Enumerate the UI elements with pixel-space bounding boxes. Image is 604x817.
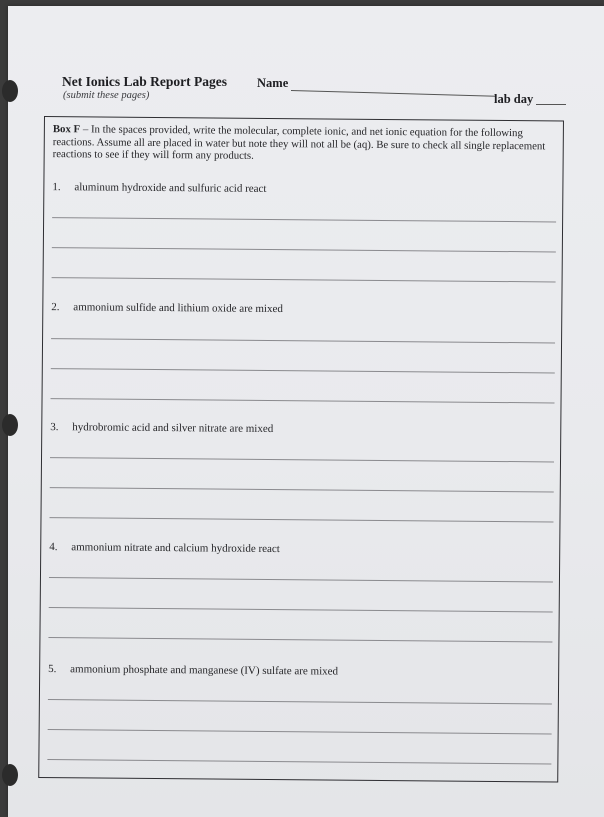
answer-line[interactable] <box>48 729 552 734</box>
question-5 <box>48 663 338 678</box>
answer-line[interactable] <box>50 487 554 492</box>
answer-line[interactable] <box>48 699 552 704</box>
answer-line[interactable] <box>47 759 551 764</box>
question-number: 5. <box>48 663 57 676</box>
box-f <box>38 116 564 783</box>
lab-day-field[interactable] <box>536 104 566 105</box>
page-title: Net Ionics Lab Report Pages <box>62 74 227 89</box>
name-label: Name <box>257 76 289 90</box>
worksheet-page <box>8 6 604 817</box>
question-text: hydrobromic acid and silver nitrate are mixed <box>72 421 274 436</box>
answer-line[interactable] <box>52 277 556 282</box>
answer-line[interactable] <box>49 577 553 582</box>
page-subtitle: (submit these pages) <box>63 90 150 101</box>
question-text: ammonium phosphate and manganese (IV) sulfate are mixed <box>70 663 339 678</box>
question-number: 1. <box>52 181 61 194</box>
question-text: ammonium sulfide and lithium oxide are mixed <box>73 301 283 316</box>
binder-hole <box>2 764 18 786</box>
question-3 <box>50 421 273 435</box>
box-instructions <box>53 123 559 165</box>
box-label: Box F <box>52 123 81 136</box>
answer-line[interactable] <box>51 338 555 343</box>
question-text: aluminum hydroxide and sulfuric acid react <box>74 181 267 195</box>
question-number: 3. <box>50 421 59 434</box>
question-4 <box>49 541 280 555</box>
answer-line[interactable] <box>52 247 556 252</box>
question-number: 2. <box>51 301 60 314</box>
answer-line[interactable] <box>51 398 555 403</box>
answer-line[interactable] <box>50 457 554 462</box>
question-2 <box>51 301 283 315</box>
answer-line[interactable] <box>49 517 553 522</box>
answer-line[interactable] <box>49 607 553 612</box>
answer-line[interactable] <box>51 368 555 373</box>
answer-line[interactable] <box>48 637 552 642</box>
answer-line[interactable] <box>52 217 556 222</box>
binder-hole <box>2 80 18 102</box>
binder-hole <box>2 414 18 436</box>
question-1 <box>52 181 266 195</box>
instructions-text: – In the spaces provided, write the molecular, complete ionic, and net ionic equation for the following reactions. Assume all are placed in water but note they will not all be (aq). Be sure to check all single replacement reactions to see if they will form any products. <box>52 123 546 163</box>
name-field[interactable] <box>291 90 496 97</box>
question-number: 4. <box>49 541 58 554</box>
lab-day-label: lab day <box>494 92 534 106</box>
question-text: ammonium nitrate and calcium hydroxide react <box>71 541 280 556</box>
